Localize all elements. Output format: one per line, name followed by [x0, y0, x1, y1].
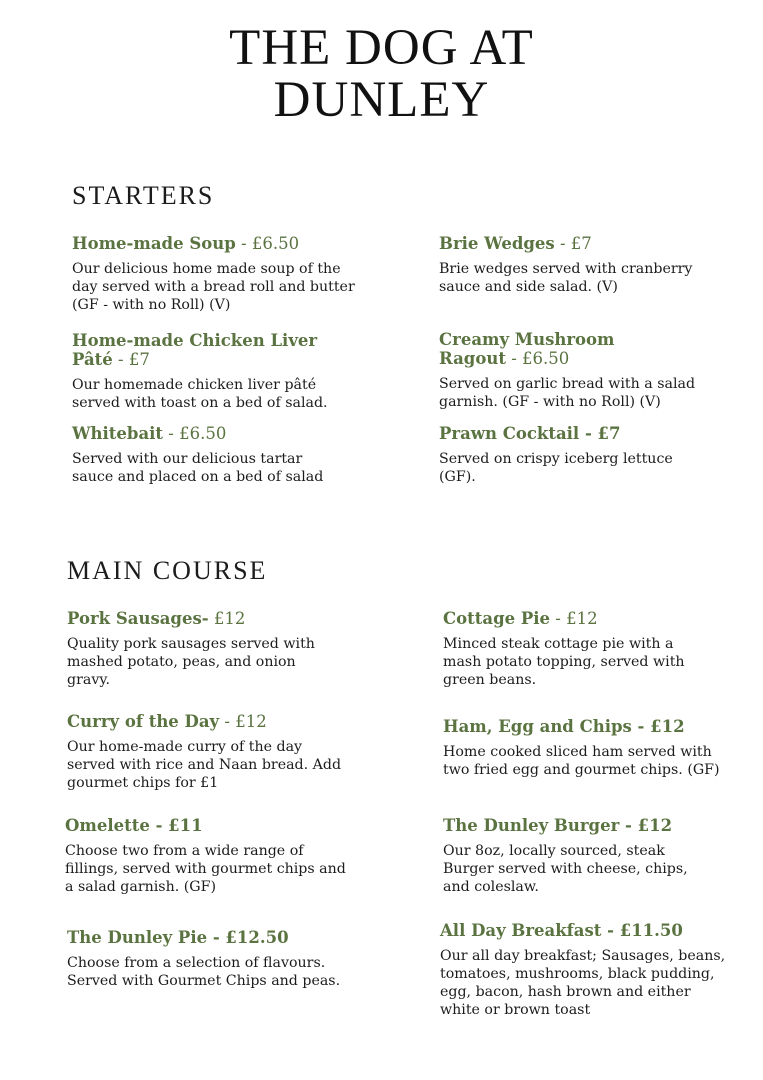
- item-name: Curry of the Day - £12: [67, 712, 267, 731]
- main-course-heading: MAIN COURSE: [67, 556, 268, 585]
- item-description: Choose two from a wide range of fillings, served with gourmet chips and a salad garnish. (GF): [65, 843, 346, 895]
- item-name: Home-made Soup - £6.50: [72, 234, 300, 253]
- item-price: - £12: [219, 712, 267, 731]
- item-description: Choose from a selection of flavours. Served with Gourmet Chips and peas.: [67, 955, 341, 989]
- item-price: - £7: [554, 234, 592, 253]
- item-description: Our home-made curry of the day served with rice and Naan bread. Add gourmet chips for £1: [67, 739, 342, 791]
- item-description: Our all day breakfast; Sausages, beans, tomatoes, mushrooms, black pudding, egg, bacon, hash brown and either white or brown toast: [440, 948, 726, 1018]
- item-name: Omelette - £11: [65, 816, 203, 835]
- item-price: - £6.50: [163, 424, 227, 443]
- restaurant-title: [0, 22, 763, 126]
- item-description: Brie wedges served with cranberry sauce and side salad. (V): [439, 261, 693, 295]
- item-name: Brie Wedges - £7: [439, 234, 592, 253]
- item-name: Home-made Chicken Liver Pâté - £7: [72, 331, 318, 369]
- item-description: Minced steak cottage pie with a mash potato topping, served with green beans.: [443, 636, 685, 688]
- item-price: £12: [208, 609, 246, 628]
- restaurant-title-line1: THE DOG AT: [229, 20, 534, 76]
- menu-item-all-day-breakfast: [440, 921, 755, 1019]
- item-description: Our delicious home made soup of the day served with a bread roll and butter (GF - with no Roll) (V): [72, 261, 355, 313]
- item-name: Prawn Cocktail - £7: [439, 424, 621, 443]
- menu-item-dunley-pie: [67, 928, 387, 990]
- item-name: Creamy Mushroom Ragout - £6.50: [439, 330, 615, 368]
- item-price: - £12: [550, 609, 598, 628]
- item-price: - £6.50: [235, 234, 300, 253]
- item-name: Ham, Egg and Chips - £12: [443, 717, 685, 736]
- menu-item-pork-sausages: [67, 609, 387, 689]
- item-description: Quality pork sausages served with mashed potato, peas, and onion gravy.: [67, 636, 315, 688]
- starters-heading: STARTERS: [72, 181, 215, 210]
- menu-item-dunley-burger: [443, 816, 743, 896]
- menu-item-creamy-mushroom-ragout: [439, 330, 739, 411]
- menu-item-cottage-pie: [443, 609, 743, 689]
- item-description: Served on garlic bread with a salad garnish. (GF - with no Roll) (V): [439, 376, 696, 410]
- menu-item-chicken-liver-pate: [72, 331, 392, 412]
- item-description: Our homemade chicken liver pâté served with toast on a bed of salad.: [72, 377, 328, 411]
- menu-item-brie-wedges: [439, 234, 739, 296]
- menu-item-prawn-cocktail: [439, 424, 739, 486]
- item-description: Our 8oz, locally sourced, steak Burger served with cheese, chips, and coleslaw.: [443, 843, 688, 895]
- menu-item-homemade-soup: [72, 234, 392, 314]
- item-name: The Dunley Pie - £12.50: [67, 928, 289, 947]
- item-name: Cottage Pie - £12: [443, 609, 598, 628]
- item-name: Pork Sausages- £12: [67, 609, 246, 628]
- item-description: Served with our delicious tartar sauce and placed on a bed of salad: [72, 451, 324, 485]
- menu-item-curry-of-the-day: [67, 712, 387, 792]
- item-name: All Day Breakfast - £11.50: [440, 921, 683, 940]
- item-price: - £6.50: [505, 349, 570, 368]
- item-description: Served on crispy iceberg lettuce (GF).: [439, 451, 673, 485]
- item-price: - £7: [112, 350, 150, 369]
- restaurant-title-line2: DUNLEY: [273, 72, 490, 128]
- menu-item-omelette: [65, 816, 395, 896]
- item-description: Home cooked sliced ham served with two fried egg and gourmet chips. (GF): [443, 744, 720, 778]
- item-name: Whitebait - £6.50: [72, 424, 227, 443]
- menu-item-whitebait: [72, 424, 392, 486]
- menu-item-ham-egg-chips: [443, 717, 753, 779]
- item-name: The Dunley Burger - £12: [443, 816, 673, 835]
